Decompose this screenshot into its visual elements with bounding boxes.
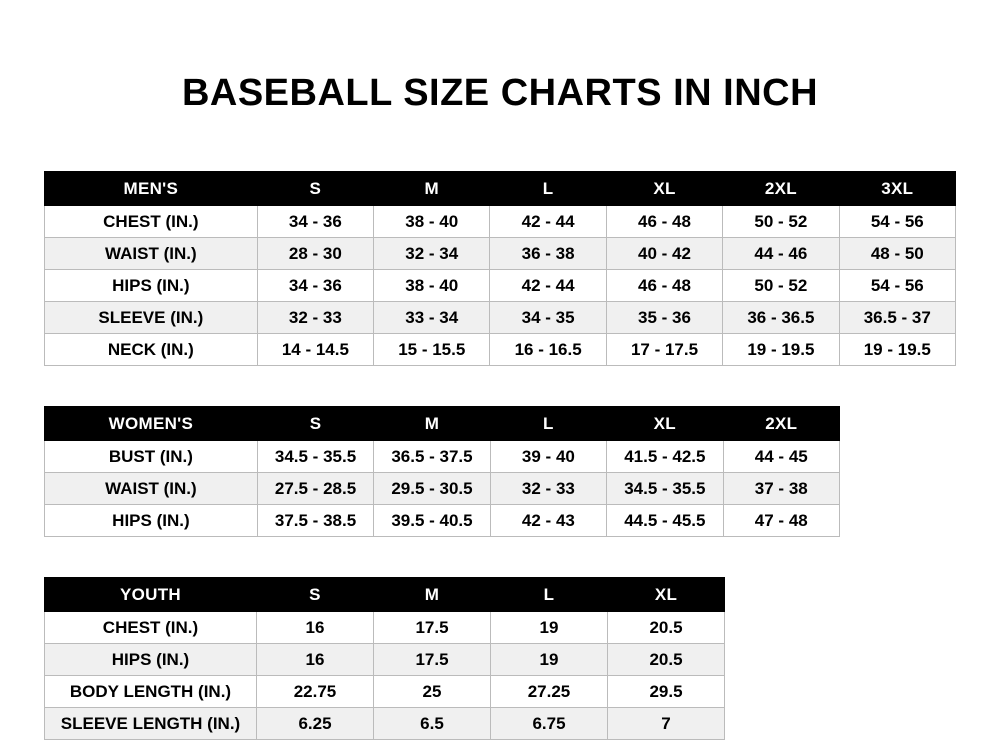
table-cell: 16 xyxy=(257,612,374,644)
table-cell: 54 - 56 xyxy=(839,206,955,238)
row-label: BODY LENGTH (IN.) xyxy=(45,676,257,708)
table-cell: 7 xyxy=(608,708,725,740)
table-cell: 15 - 15.5 xyxy=(374,334,490,366)
table-cell: 34.5 - 35.5 xyxy=(607,473,723,505)
mens-size-table xyxy=(44,171,956,366)
table-cell: 46 - 48 xyxy=(606,270,722,302)
table-cell: 41.5 - 42.5 xyxy=(607,441,723,473)
row-label: BUST (IN.) xyxy=(45,441,258,473)
table-cell: 19 - 19.5 xyxy=(839,334,955,366)
table-cell: 19 - 19.5 xyxy=(723,334,839,366)
table-row xyxy=(45,334,956,366)
table-cell: 27.25 xyxy=(491,676,608,708)
table-cell: 42 - 43 xyxy=(490,505,606,537)
table-cell: 42 - 44 xyxy=(490,270,606,302)
table-cell: 48 - 50 xyxy=(839,238,955,270)
column-header: MEN'S xyxy=(45,172,258,206)
youth-size-table xyxy=(44,577,725,740)
table-row xyxy=(45,206,956,238)
table-cell: 29.5 xyxy=(608,676,725,708)
table-cell: 32 - 33 xyxy=(490,473,606,505)
table-cell: 46 - 48 xyxy=(606,206,722,238)
column-header: XL xyxy=(608,578,725,612)
table-cell: 19 xyxy=(491,612,608,644)
column-header: M xyxy=(374,172,490,206)
column-header: S xyxy=(257,578,374,612)
row-label: HIPS (IN.) xyxy=(45,270,258,302)
column-header: WOMEN'S xyxy=(45,407,258,441)
table-cell: 19 xyxy=(491,644,608,676)
table-row xyxy=(45,473,840,505)
table-cell: 47 - 48 xyxy=(723,505,839,537)
column-header: S xyxy=(257,172,373,206)
table-cell: 39.5 - 40.5 xyxy=(374,505,490,537)
table-cell: 32 - 33 xyxy=(257,302,373,334)
womens-size-table xyxy=(44,406,840,537)
table-cell: 20.5 xyxy=(608,612,725,644)
tables-container xyxy=(0,171,1000,740)
table-row xyxy=(45,270,956,302)
row-label: HIPS (IN.) xyxy=(45,644,257,676)
row-label: CHEST (IN.) xyxy=(45,612,257,644)
table-cell: 33 - 34 xyxy=(374,302,490,334)
column-header: L xyxy=(490,172,606,206)
table-cell: 14 - 14.5 xyxy=(257,334,373,366)
table-cell: 17.5 xyxy=(374,644,491,676)
table-header-row xyxy=(45,172,956,206)
column-header: XL xyxy=(607,407,723,441)
table-cell: 34 - 36 xyxy=(257,270,373,302)
table-cell: 36 - 36.5 xyxy=(723,302,839,334)
page-title: BASEBALL SIZE CHARTS IN INCH xyxy=(181,72,819,114)
table-cell: 42 - 44 xyxy=(490,206,606,238)
column-header: 2XL xyxy=(723,407,839,441)
table-cell: 39 - 40 xyxy=(490,441,606,473)
table-row xyxy=(45,612,725,644)
table-cell: 28 - 30 xyxy=(257,238,373,270)
table-cell: 36 - 38 xyxy=(490,238,606,270)
column-header: M xyxy=(374,407,490,441)
row-label: SLEEVE LENGTH (IN.) xyxy=(45,708,257,740)
table-row xyxy=(45,644,725,676)
table-row xyxy=(45,676,725,708)
table-cell: 35 - 36 xyxy=(606,302,722,334)
column-header: 3XL xyxy=(839,172,955,206)
table-cell: 38 - 40 xyxy=(374,206,490,238)
column-header: 2XL xyxy=(723,172,839,206)
table-cell: 29.5 - 30.5 xyxy=(374,473,490,505)
table-cell: 34 - 35 xyxy=(490,302,606,334)
table-row xyxy=(45,441,840,473)
table-cell: 37 - 38 xyxy=(723,473,839,505)
table-cell: 36.5 - 37 xyxy=(839,302,955,334)
table-cell: 6.5 xyxy=(374,708,491,740)
table-cell: 16 - 16.5 xyxy=(490,334,606,366)
row-label: WAIST (IN.) xyxy=(45,238,258,270)
table-cell: 36.5 - 37.5 xyxy=(374,441,490,473)
table-row xyxy=(45,505,840,537)
column-header: L xyxy=(491,578,608,612)
table-cell: 32 - 34 xyxy=(374,238,490,270)
table-cell: 40 - 42 xyxy=(606,238,722,270)
row-label: HIPS (IN.) xyxy=(45,505,258,537)
table-cell: 50 - 52 xyxy=(723,206,839,238)
column-header: XL xyxy=(606,172,722,206)
table-cell: 50 - 52 xyxy=(723,270,839,302)
table-header-row xyxy=(45,578,725,612)
table-header-row xyxy=(45,407,840,441)
table-row xyxy=(45,238,956,270)
table-row xyxy=(45,708,725,740)
table-cell: 22.75 xyxy=(257,676,374,708)
column-header: L xyxy=(490,407,606,441)
table-cell: 6.25 xyxy=(257,708,374,740)
table-cell: 37.5 - 38.5 xyxy=(257,505,373,537)
row-label: CHEST (IN.) xyxy=(45,206,258,238)
column-header: YOUTH xyxy=(45,578,257,612)
table-cell: 27.5 - 28.5 xyxy=(257,473,373,505)
table-cell: 38 - 40 xyxy=(374,270,490,302)
column-header: M xyxy=(374,578,491,612)
table-cell: 17 - 17.5 xyxy=(606,334,722,366)
table-cell: 16 xyxy=(257,644,374,676)
table-cell: 34.5 - 35.5 xyxy=(257,441,373,473)
row-label: WAIST (IN.) xyxy=(45,473,258,505)
table-cell: 44 - 45 xyxy=(723,441,839,473)
row-label: SLEEVE (IN.) xyxy=(45,302,258,334)
table-cell: 34 - 36 xyxy=(257,206,373,238)
table-cell: 17.5 xyxy=(374,612,491,644)
table-cell: 6.75 xyxy=(491,708,608,740)
table-cell: 44 - 46 xyxy=(723,238,839,270)
table-cell: 20.5 xyxy=(608,644,725,676)
table-cell: 54 - 56 xyxy=(839,270,955,302)
table-cell: 25 xyxy=(374,676,491,708)
column-header: S xyxy=(257,407,373,441)
table-row xyxy=(45,302,956,334)
row-label: NECK (IN.) xyxy=(45,334,258,366)
table-cell: 44.5 - 45.5 xyxy=(607,505,723,537)
